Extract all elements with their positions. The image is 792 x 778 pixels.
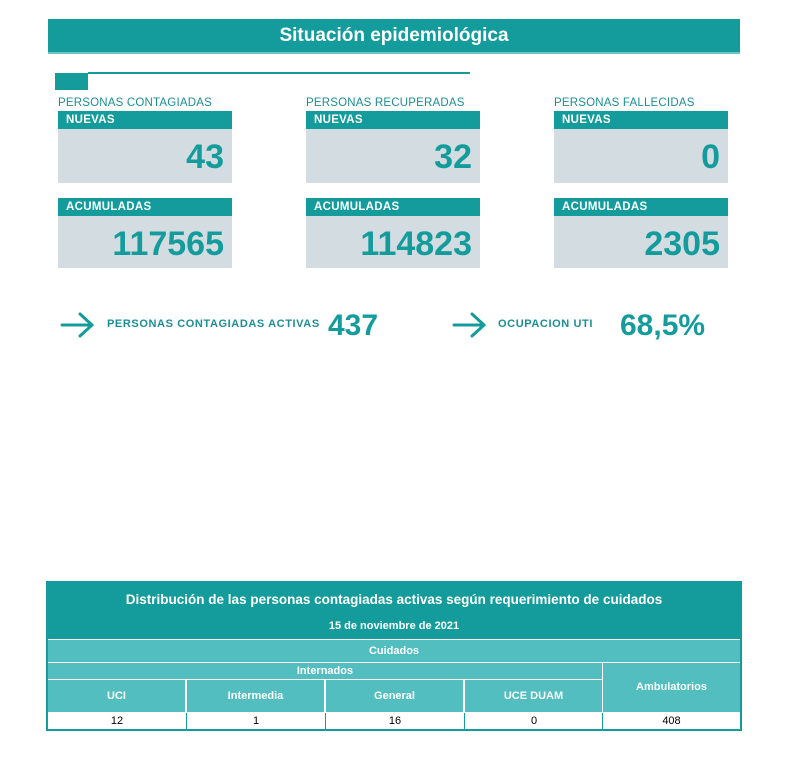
accent-block	[55, 73, 88, 90]
arrow-right-icon	[452, 311, 488, 339]
value-intermedia: 1	[252, 715, 260, 727]
tile-label: ACUMULADAS	[306, 198, 480, 216]
col-intermedia: Intermedia	[187, 680, 324, 712]
activas-value: 437	[328, 309, 379, 342]
internados-header: Internados	[48, 663, 602, 679]
col-general: General	[326, 680, 463, 712]
group-recuperadas	[306, 96, 480, 268]
tile-value: 32	[306, 129, 480, 183]
tile-label: ACUMULADAS	[58, 198, 232, 216]
tile-nuevas	[554, 111, 728, 183]
group-contagiadas	[58, 96, 232, 268]
tile-value: 114823	[306, 216, 480, 268]
value-general: 16	[388, 715, 402, 727]
tile-value: 0	[554, 129, 728, 183]
tile-acumuladas	[554, 198, 728, 268]
value-ambulatorios: 408	[662, 715, 681, 727]
group-title: PERSONAS CONTAGIADAS	[58, 97, 212, 109]
tile-nuevas	[306, 111, 480, 183]
tile-acumuladas	[58, 198, 232, 268]
tile-value: 2305	[554, 216, 728, 268]
group-title: PERSONAS FALLECIDAS	[554, 97, 695, 109]
activas-label: PERSONAS CONTAGIADAS ACTIVAS	[107, 318, 320, 330]
tile-value: 43	[58, 129, 232, 183]
arrow-right-icon	[60, 311, 96, 339]
col-uce-duam: UCE DUAM	[465, 680, 602, 712]
accent-line	[88, 72, 470, 74]
ambulatorios-header: Ambulatorios	[603, 663, 740, 712]
tile-label: ACUMULADAS	[554, 198, 728, 216]
col-uci: UCI	[48, 680, 185, 712]
group-fallecidas	[554, 96, 728, 268]
page-title: Situación epidemiológica	[48, 19, 740, 52]
uti-label: OCUPACION UTI	[498, 318, 593, 330]
value-uce-duam: 0	[530, 715, 538, 727]
table-date: 15 de noviembre de 2021	[328, 620, 460, 632]
group-title: PERSONAS RECUPERADAS	[306, 97, 465, 109]
tile-acumuladas	[306, 198, 480, 268]
tile-value: 117565	[58, 216, 232, 268]
tile-label: NUEVAS	[554, 111, 728, 129]
uti-value: 68,5%	[620, 309, 706, 342]
title-underline	[48, 52, 740, 54]
tile-label: NUEVAS	[58, 111, 232, 129]
care-table	[46, 581, 742, 731]
table-header	[48, 583, 740, 639]
cuidados-header: Cuidados	[48, 640, 740, 662]
tile-nuevas	[58, 111, 232, 183]
value-uci: 12	[110, 715, 124, 727]
tile-label: NUEVAS	[306, 111, 480, 129]
table-title: Distribución de las personas contagiadas activas según requerimiento de cuidados	[125, 592, 663, 607]
